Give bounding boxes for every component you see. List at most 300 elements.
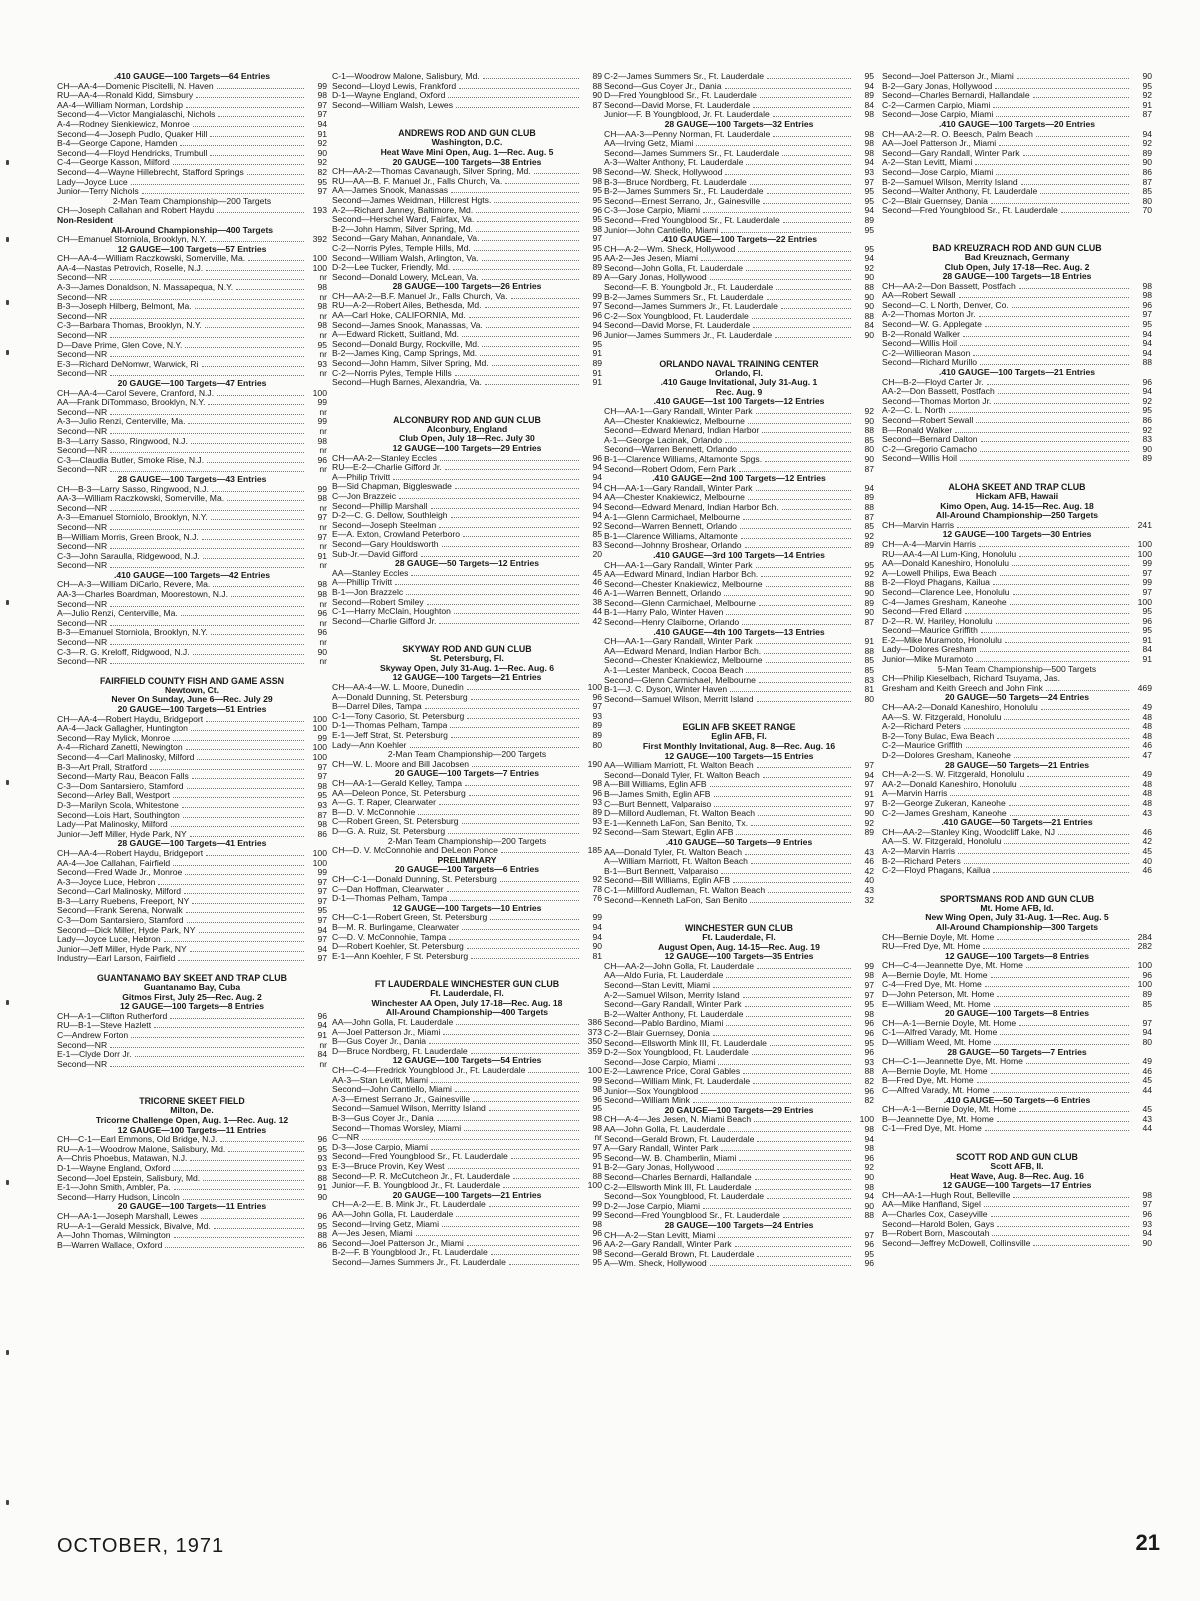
score: 20 [592,548,602,559]
dot-leader [753,1083,851,1084]
result-row [332,598,602,608]
dot-leader [1012,307,1129,308]
result-row [332,340,602,350]
score: 94 [317,1020,327,1031]
dot-leader [248,260,304,261]
shooter-entry: AA-4—William Norman, Lordship [57,100,184,110]
score: 95 [592,1151,602,1162]
score: 98 [864,128,874,139]
result-row [604,1135,874,1145]
score: 89 [592,262,602,273]
result-row [604,991,874,1001]
result-row [882,426,1152,436]
shooter-entry: RU—A-1—Gerald Messick, Bivalve, Md. [57,1221,211,1231]
dot-leader [439,527,579,528]
result-row [332,1066,602,1076]
shooter-entry: Second—Jose Carpio, Miami [882,167,994,177]
event-heading: 20 GAUGE—100 Targets—7 Entries [394,768,540,779]
score: 94 [864,253,874,264]
spacer [882,464,1152,473]
shooter-entry: CH—AA-3—Penny Norman, Ft. Lauderdale [604,129,771,139]
shooter-entry: D-1—Wayne England, Oxford [57,1163,171,1173]
dot-leader [985,986,1129,987]
score: 91 [592,1160,602,1171]
shooter-entry: Second—Robert Smiley [332,597,424,607]
result-row [57,619,327,629]
result-row [332,91,602,101]
result-row [882,799,1152,809]
dot-leader [725,88,851,89]
score: 88 [864,310,874,321]
result-row [332,1028,602,1038]
score: 89 [592,271,602,282]
result-row [882,1229,1152,1239]
shooter-entry: Second—Harold Bolen, Gays [882,1219,995,1229]
dot-leader [743,997,851,998]
result-row [57,427,327,437]
score: 95 [864,999,874,1010]
event-heading: 20 GAUGE—100 Targets—38 Entries [392,156,542,167]
shooter-entry: C-1—Harry McClain, Houghton [332,607,451,617]
event-heading: .410 GAUGE—100 Targets—22 Entries [660,234,818,245]
score: 94 [592,931,602,942]
result-row [332,1152,602,1162]
score: 40 [1142,855,1152,866]
shooter-entry: E—A. Exton, Crowland Peterboro [332,530,461,540]
score: 95 [592,214,602,225]
shooter-entry: CH—Emanuel Storniola, Brooklyn, N.Y. [57,235,207,245]
dot-leader [743,1073,851,1074]
score: 89 [864,597,874,608]
score: nr [319,368,327,379]
score: 93 [317,358,327,369]
shooter-entry: C-1—Millford Audleman, Ft. Walton Beach [604,885,766,895]
shooter-entry: AA-2—Jes Jesen, Miami [604,254,699,264]
result-row [332,177,602,187]
score: 94 [864,1133,874,1144]
shooter-entry: Second—James Summers Jr., Ft. Lauderdale [604,302,778,312]
shooter-entry: Second—Herschel Ward, Fairfax, Va. [332,215,475,225]
dot-leader [996,623,1129,624]
shooter-entry: C-2—James Gresham, Kaneohe [882,808,1007,818]
shooter-entry: A-2—Richard Peters [882,722,961,732]
dot-leader [782,509,851,510]
event-heading: Club Open, July 18—Rec. July 30 [399,433,535,444]
dot-leader [425,708,579,709]
score: 99 [317,80,327,91]
dot-leader [963,336,1129,337]
shooter-entry: Second—4—Joseph Pudlo, Quaker Hill [57,129,208,139]
result-row [882,550,1152,560]
dot-leader [750,902,851,903]
result-row [882,990,1152,1000]
score: 88 [864,282,874,293]
result-row [604,981,874,991]
dot-leader [1021,184,1129,185]
result-row [604,513,874,523]
score: 48 [1142,788,1152,799]
dot-leader [960,345,1129,346]
column-3 [604,72,874,1269]
result-row [604,1029,874,1039]
dot-leader [456,107,579,108]
dot-leader [718,1064,851,1065]
dot-leader [207,462,304,463]
result-row [604,532,874,542]
shooter-entry: Second—Joseph Steelman [332,520,437,530]
shooter-entry: CH—C-4—Fredrick Youngblood Jr., Ft. Lauderdale [332,1066,526,1076]
shooter-entry: Second—Warren Bennett, Orlando [604,445,737,455]
score: 100 [312,847,327,858]
score: 85 [864,655,874,666]
dot-leader [998,393,1129,394]
result-row [57,801,327,811]
dot-leader [212,491,304,492]
score: 98 [864,1143,874,1154]
event-heading: Kimo Open, Aug. 14-15—Rec. Aug. 18 [940,500,1094,511]
result-row [604,493,874,503]
shooter-entry: C-3—Jose Carpio, Miami [604,206,700,216]
event-heading: Scott AFB, Il. [990,1160,1044,1171]
dot-leader [456,1024,579,1025]
result-row [882,1239,1152,1249]
score: 46 [864,856,874,867]
dot-leader [181,615,304,616]
shooter-entry: E-1—John Smith, Ambler, Pa. [57,1183,171,1193]
event-heading: Non-Resident [57,214,113,225]
dot-leader [471,958,579,959]
result-row [57,360,327,370]
result-row [882,674,1152,684]
shooter-entry: C—Robert Green, St. Petersburg [332,817,459,827]
score: 98 [1142,290,1152,301]
result-row [332,263,602,273]
result-row [604,1259,874,1269]
result-row [57,954,327,964]
result-row [882,1105,1152,1115]
score: 95 [864,224,874,235]
dot-leader [445,469,579,470]
score: 91 [1142,99,1152,110]
score: 98 [864,147,874,158]
dot-leader [135,1056,305,1057]
column-4 [882,72,1152,1248]
score: 98 [592,778,602,788]
result-row [332,540,602,550]
shooter-entry: CH—AA-1—Hugh Rout, Belleville [882,1190,1011,1200]
shooter-entry: CH—A-4—Jes Jesen, N. Miami Beach [604,1115,752,1125]
dot-leader [467,948,579,949]
event-heading: .410 GAUGE—3rd 100 Targets—14 Entries [653,549,825,560]
dot-leader [757,1256,851,1257]
result-row [882,569,1152,579]
score: 80 [864,693,874,704]
result-row [604,771,874,781]
score: 93 [864,1056,874,1067]
score: 99 [592,290,602,301]
shooter-entry: AA—S. W. Fitzgerald, Honolulu [882,837,1002,847]
dot-leader [110,356,304,357]
score: 95 [592,1103,602,1114]
score: 94 [592,319,602,330]
score: 190 [587,758,602,769]
dot-leader [981,632,1129,633]
dot-leader [471,1053,579,1054]
result-row [882,617,1152,627]
result-row [332,378,602,388]
dot-leader [993,107,1129,108]
score: 49 [1142,769,1152,780]
dot-leader [745,854,851,855]
shooter-entry: CH—Bernie Doyle, Mt. Home [882,932,995,942]
score: 78 [592,883,602,894]
club-name: ORLANDO NAVAL TRAINING CENTER [659,358,819,369]
shooter-entry: Second—Jeffrey McDowell, Collinsville [882,1238,1031,1248]
margin-mark [6,237,9,242]
shooter-entry: C-1—Fred Dye, Mt. Home [882,1124,982,1134]
event-heading: 20 GAUGE—50 Targets—24 Entries [944,692,1090,703]
result-row [57,887,327,897]
result-row [332,321,602,331]
event-heading: .410 GAUGE—100 Targets—42 Entries [113,569,271,580]
score: 84 [864,99,874,110]
dot-leader [958,853,1129,854]
shooter-entry: CH—AA-1—Gary Randall, Winter Park [604,483,753,493]
result-row [57,283,327,293]
score: 92 [864,817,874,828]
result-row [332,530,602,540]
result-row [57,935,327,945]
event-heading: Washington, D.C. [431,137,503,148]
score: 87 [1142,109,1152,120]
shooter-entry: Second—NR [57,503,108,513]
shooter-entry: Second—David Morse, Ft. Lauderdale [604,100,751,110]
dot-leader [193,654,304,655]
result-row [332,206,602,216]
dot-leader [981,441,1129,442]
dot-leader [393,479,579,480]
dot-leader [740,451,851,452]
shooter-entry: AA-2—Donald Kaneshiro, Honolulu [882,779,1017,789]
column-1 [57,72,327,1250]
score: nr [319,464,327,475]
dot-leader [1046,690,1129,691]
result-row [882,722,1152,732]
shooter-entry: A-2—Richard Janney, Baltimore, Md. [332,205,474,215]
score: 95 [592,1256,602,1267]
dot-leader [743,519,851,520]
score: 95 [317,1220,327,1231]
spacer [882,225,1152,234]
shooter-entry: A-3—Emanuel Storniolo, Brooklyn, N.Y. [57,513,208,523]
shooter-entry: CH—C-4—Jeannette Dye, Mt. Home [882,961,1023,971]
spacer [332,961,602,970]
dot-leader [1020,786,1129,787]
shooter-entry: Second—John Cantiello, Miami [332,1085,452,1095]
dot-leader [1017,78,1129,79]
dot-leader [482,346,579,347]
score: 469 [1137,682,1152,693]
result-row [57,811,327,821]
event-heading: All-Around Championship—400 Targets [385,1007,549,1018]
score: 94 [864,80,874,91]
dot-leader [767,1198,851,1199]
dot-leader [217,212,304,213]
dot-leader [993,1092,1129,1093]
dot-leader [214,1228,304,1229]
score: 97 [1142,309,1152,320]
event-heading: Hickam AFB, Hawaii [975,490,1059,501]
score: 45 [592,567,602,578]
score: 93 [864,166,874,177]
shooter-entry: A—Gary Jonas, Hollywood [604,273,707,283]
score: 91 [317,1182,327,1193]
dot-leader [739,1160,851,1161]
dot-leader [208,404,304,405]
result-row [57,350,327,360]
shooter-entry: Second—Arley Ball, Westport [57,791,171,801]
score: 89 [864,540,874,551]
score: 97 [592,233,602,244]
shooter-entry: Second—Gary Mahan, Annandale, Va. [332,234,480,244]
shooter-entry: Second—NR [57,638,108,648]
dot-leader [767,299,851,300]
result-row [604,848,874,858]
result-row [332,330,602,340]
dot-leader [462,823,579,824]
dot-leader [203,1180,304,1181]
shooter-entry: D—William Weed, Mt. Home [882,1038,992,1048]
result-row [882,82,1152,92]
dot-leader [427,604,579,605]
result-row [332,683,602,693]
shooter-entry: AA-3—Stan Levitt, Miami [332,1075,428,1085]
shooter-entry: E-3—Bruce Provin, Key West [332,1161,445,1171]
result-row [882,713,1152,723]
shooter-entry: Second—NR [57,657,108,667]
shooter-entry: C-4—Fred Dye, Mt. Home [882,980,982,990]
score: 80 [592,739,602,750]
result-row [882,703,1152,713]
result-row [57,446,327,456]
shooter-entry: B-2—James Summers Sr., Ft. Lauderdale [604,292,764,302]
dot-leader [158,884,304,885]
result-row [57,657,327,667]
result-row [332,292,602,302]
result-row [57,168,327,178]
result-row [882,770,1152,780]
result-row [882,168,1152,178]
score: 99 [317,732,327,743]
dot-leader [1019,288,1129,289]
shooter-entry: AA—Donald Tyler, Ft. Walton Beach [604,847,743,857]
score: 94 [592,500,602,511]
result-row [604,216,874,226]
result-row [332,502,602,512]
score: 90 [864,301,874,312]
shooter-entry: CH—AA-1—Gary Randall, Winter Park [604,560,753,570]
shooter-entry: CH—A-2—E. B. Mink Jr., Ft. Lauderdale [332,1200,486,1210]
dot-leader [180,145,304,146]
dot-leader [992,1235,1129,1236]
event-heading: .410 GAUGE—100 Targets—20 Entries [938,118,1096,129]
score: 96 [592,329,602,340]
shooter-entry: C-2—Norris Pyles, Temple Hills [332,368,452,378]
dot-leader [193,126,304,127]
score: 81 [864,684,874,695]
result-row [604,436,874,446]
dot-leader [964,863,1129,864]
shooter-entry: Second—Gus Coyer Jr., Dania [604,81,722,91]
dot-leader [467,718,579,719]
shooter-entry: B-2—F. B Youngblood Jr., Ft. Lauderdale [332,1248,488,1258]
result-row [604,302,874,312]
dot-leader [431,1149,579,1150]
shooter-entry: C-2—Sox Youngblood, Ft. Lauderdale [604,311,749,321]
result-row [882,961,1152,971]
score: 97 [317,99,327,110]
result-row [604,962,874,972]
spacer [882,1134,1152,1143]
score: nr [319,349,327,360]
score: 94 [1142,328,1152,339]
score: 99 [317,867,327,878]
score: nr [319,445,327,456]
score: 94 [1142,338,1152,349]
score: 96 [1142,969,1152,980]
result-row [882,1057,1152,1067]
result-row [332,1172,602,1182]
dot-leader [431,1082,579,1083]
shooter-entry: CH—AA-1—Gary Randall, Winter Park [604,407,753,416]
shooter-entry: Second—Glenn Carmichael, Melbourne [604,598,756,608]
score: 99 [1142,558,1152,569]
dot-leader [503,1187,579,1188]
result-row [604,637,874,647]
shooter-entry: Second—Edward Menard, Indian Harbor [604,426,760,436]
dot-leader [228,1151,304,1152]
dot-leader [726,977,851,978]
dot-leader [174,1189,304,1190]
result-row [604,168,874,178]
team-heading: 2-Man Team Championship—200 Targets [387,749,547,760]
dot-leader [755,1179,851,1180]
shooter-entry: RU—A-1—Woodrow Malone, Salisbury, Md. [57,1144,226,1154]
dot-leader [756,643,851,644]
dot-leader [980,651,1129,652]
score: 98 [1142,1189,1152,1200]
result-row [57,485,327,495]
dot-leader [1023,155,1129,156]
shooter-entry: Second—Walter Anthony, Ft. Lauderdale [882,187,1038,197]
dot-leader [211,519,304,520]
shooter-entry: Second—Sox Youngblood, Ft. Lauderdale [604,1192,765,1202]
event-heading: 20 GAUGE—100 Targets—51 Entries [117,704,267,714]
result-row [57,273,327,283]
dot-leader [949,412,1129,413]
shooter-entry: A—G. T. Raper, Clearwater [332,798,436,808]
shooter-entry: B-2—James King, Camp Springs, Md. [332,349,478,359]
shooter-entry: Second—Lois Hart, Southington [57,810,180,820]
dot-leader [991,203,1129,204]
shooter-entry: B—James Smith, Eglin AFB [604,789,711,799]
result-row [332,808,602,818]
shooter-entry: D-2—R. W. Hariley, Honolulu [882,616,993,626]
score: 95 [317,905,327,916]
shooter-entry: AA-3—Charles Boardman, Moorestown, N.J. [57,590,228,600]
result-row [604,1000,874,1010]
result-row [604,761,874,771]
